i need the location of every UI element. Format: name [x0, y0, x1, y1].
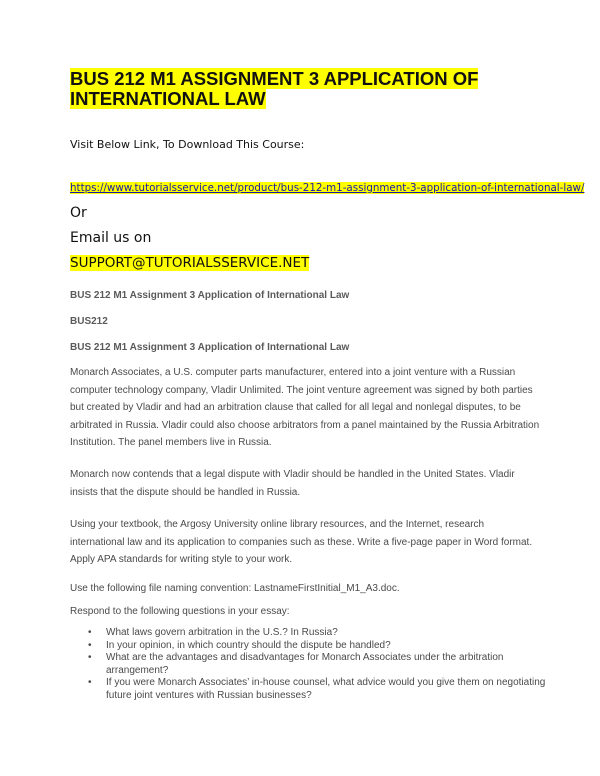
dispute-paragraph: Monarch now contends that a legal dispute with Vladir should be handled in the United States. Vladir insists that the dispute should be handled in Russia. — [70, 469, 515, 498]
assignment-heading: BUS 212 M1 Assignment 3 Application of International Law — [70, 290, 350, 301]
instructions-paragraph: Using your textbook, the Argosy University online library resources, and the Internet, research international law and its application to companies such as these. Write a five-page paper in Word format. Apply APA standards for writing style to your work. — [70, 519, 533, 565]
list-item: • What are the advantages and disadvantages for Monarch Associates under the arbitration arrangement? — [88, 652, 504, 676]
bullet-icon: • — [88, 639, 92, 651]
or-text: Or — [70, 205, 87, 221]
naming-convention-paragraph: Use the following file naming convention: LastnameFirstInitial_M1_A3.doc. — [70, 583, 400, 594]
list-item: • If you were Monarch Associates’ in-house counsel, what advice would you give them on negotiating future joint ventures with Russian businesses? — [88, 677, 546, 701]
document-title: BUS 212 M1 ASSIGNMENT 3 APPLICATION OF INTERNATIONAL LAW — [70, 68, 479, 109]
bullet-icon: • — [88, 652, 92, 663]
assignment-subheading: BUS 212 M1 Assignment 3 Application of International Law — [70, 342, 350, 353]
bullet-icon: • — [88, 677, 92, 688]
bullet-icon: • — [88, 627, 92, 638]
questions-list — [88, 627, 548, 702]
course-download-link[interactable]: https://www.tutorialsservice.net/product/bus-212-m1-assignment-3-application-of-international-law/ — [70, 182, 585, 194]
support-email-link[interactable]: SUPPORT@TUTORIALSSERVICE.NET — [70, 255, 310, 271]
questions-intro: Respond to the following questions in your essay: — [70, 606, 290, 617]
list-item: • In your opinion, in which country should the dispute be handled? — [88, 639, 391, 651]
visit-instruction: Visit Below Link, To Download This Course: — [70, 138, 305, 151]
list-item: • What laws govern arbitration in the U.S.? In Russia? — [88, 627, 338, 638]
email-us-text: Email us on — [70, 230, 152, 246]
course-code: BUS212 — [70, 316, 108, 327]
scenario-paragraph: Monarch Associates, a U.S. computer parts manufacturer, entered into a joint venture with a Russian computer technology company, Vladir Unlimited. The joint venture agreement was signed by both parties but created by Vladir and had an arbitration clause that called for all legal and nonlegal disputes, to be arbitrated in Russia. Vladir could also choose arbitrators from a panel maintained by the Russia Arbitration Institution. The panel members live in Russia. — [70, 367, 540, 448]
